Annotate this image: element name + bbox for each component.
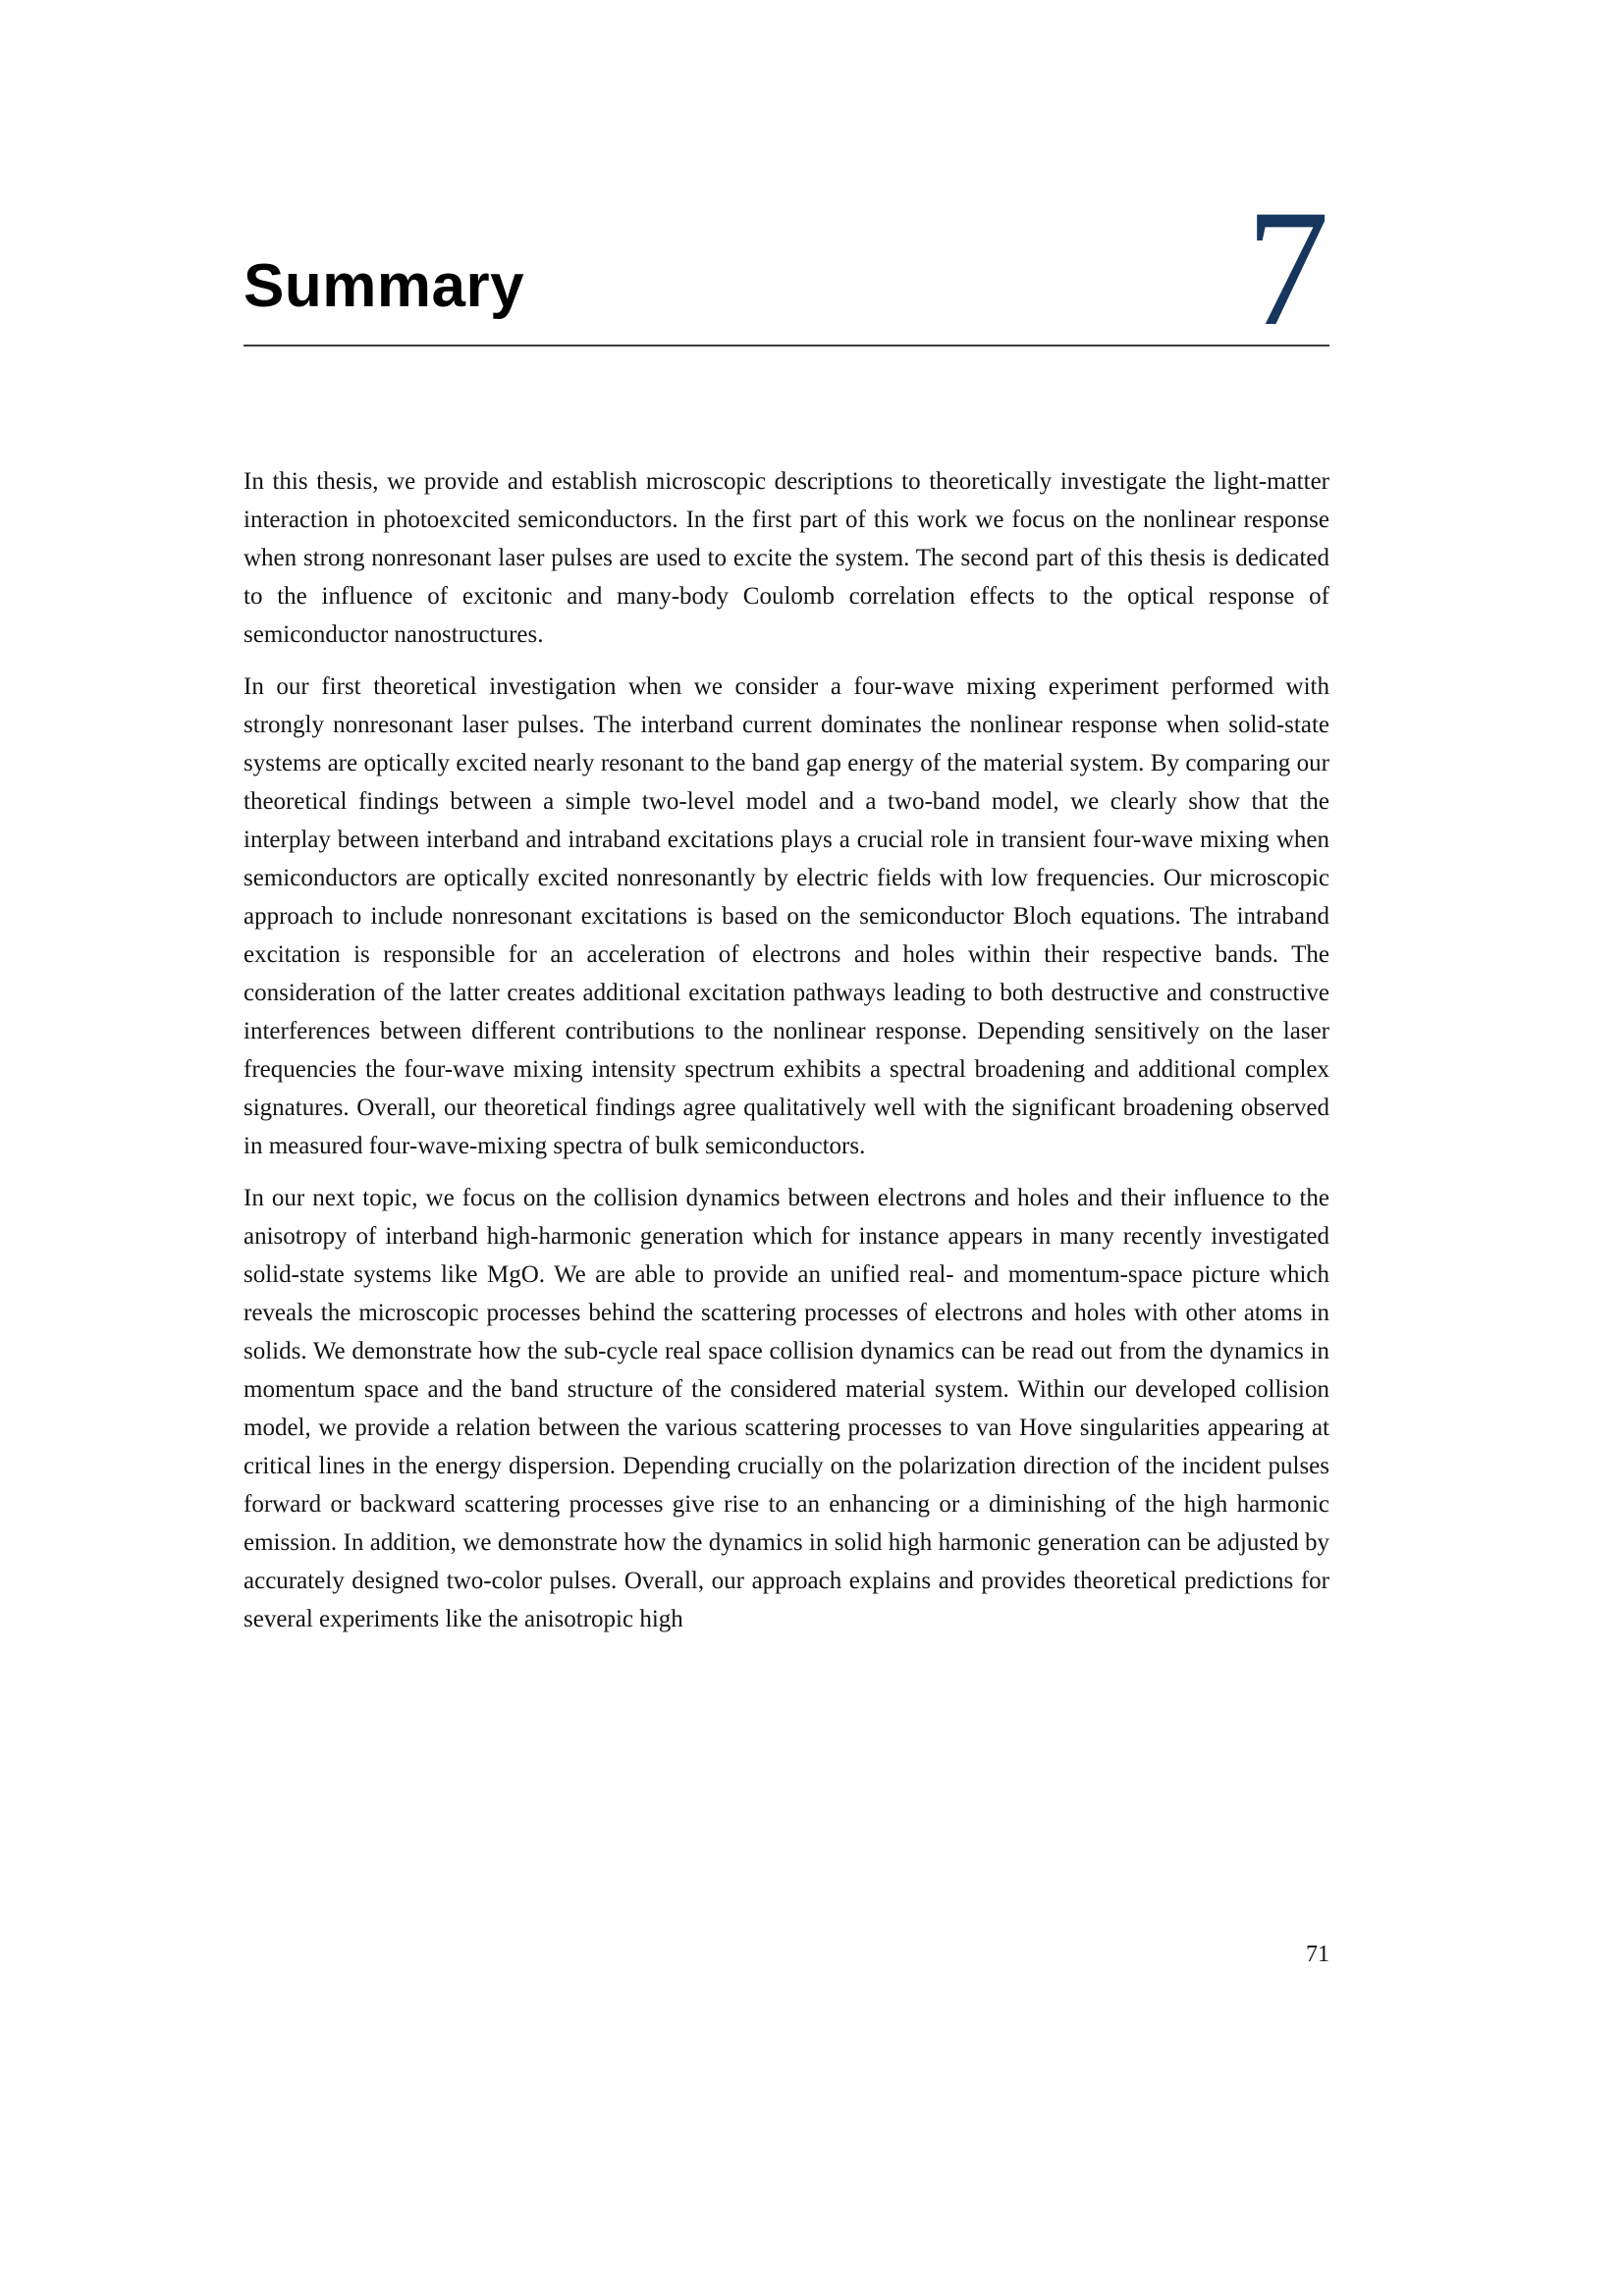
paragraph: In this thesis, we provide and establish microscopic descriptions to theoretically investigate the light-matter interaction in photoexcited semiconductors. In the first part of this work we focus on the nonlinear response when strong nonresonant laser pulses are used to excite the system. The second part of this thesis is dedicated to the influence of excitonic and many-body Coulomb correlation effects to the optical response of semiconductor nanostructures. bbox=[244, 468, 1329, 648]
chapter-title: Summary bbox=[244, 252, 525, 320]
page-content bbox=[244, 0, 1329, 1652]
page-footer bbox=[244, 1942, 1329, 1968]
body-text bbox=[244, 462, 1329, 1638]
chapter-header bbox=[244, 176, 1329, 360]
paragraph: In our next topic, we focus on the collision dynamics between electrons and holes and their influence to the anisotropy of interband high-harmonic generation which for instance appears in many recently investigated solid-state systems like MgO. We are able to provide an unified real- and momentum-space picture which reveals the microscopic processes behind the scattering processes of electrons and holes with other atoms in solids. We demonstrate how the sub-cycle real space collision dynamics can be read out from the dynamics in momentum space and the band structure of the considered material system. Within our developed collision model, we provide a relation between the various scattering processes to van Hove singularities appearing at critical lines in the energy dispersion. Depending crucially on the polarization direction of the incident pulses forward or backward scattering processes give rise to an enhancing or a diminishing of the high harmonic emission. In addition, we demonstrate how the dynamics in solid high harmonic generation can be adjusted by accurately designed two-color pulses. Overall, our approach explains and provides theoretical predictions for several experiments like the anisotropic high bbox=[244, 1185, 1329, 1632]
paragraph: In our first theoretical investigation when we consider a four-wave mixing experiment performed with strongly nonresonant laser pulses. The interband current dominates the nonlinear response when solid-state systems are optically excited nearly resonant to the band gap energy of the material system. By comparing our theoretical findings between a simple two-level model and a two-band model, we clearly show that the interplay between interband and intraband excitations plays a crucial role in transient four-wave mixing when semiconductors are optically excited nonresonantly by electric fields with low frequencies. Our microscopic approach to include nonresonant excitations is based on the semiconductor Bloch equations. The intraband excitation is responsible for an acceleration of electrons and holes within their respective bands. The consideration of the latter creates additional excitation pathways leading to both destructive and constructive interferences between different contributions to the nonlinear response. Depending sensitively on the laser frequencies the four-wave mixing intensity spectrum exhibits a spectral broadening and additional complex signatures. Overall, our theoretical findings agree qualitatively well with the significant broadening observed in measured four-wave-mixing spectra of bulk semiconductors. bbox=[244, 673, 1329, 1159]
chapter-number: 7 bbox=[1246, 176, 1329, 360]
page-number: 71 bbox=[1306, 1942, 1329, 1967]
